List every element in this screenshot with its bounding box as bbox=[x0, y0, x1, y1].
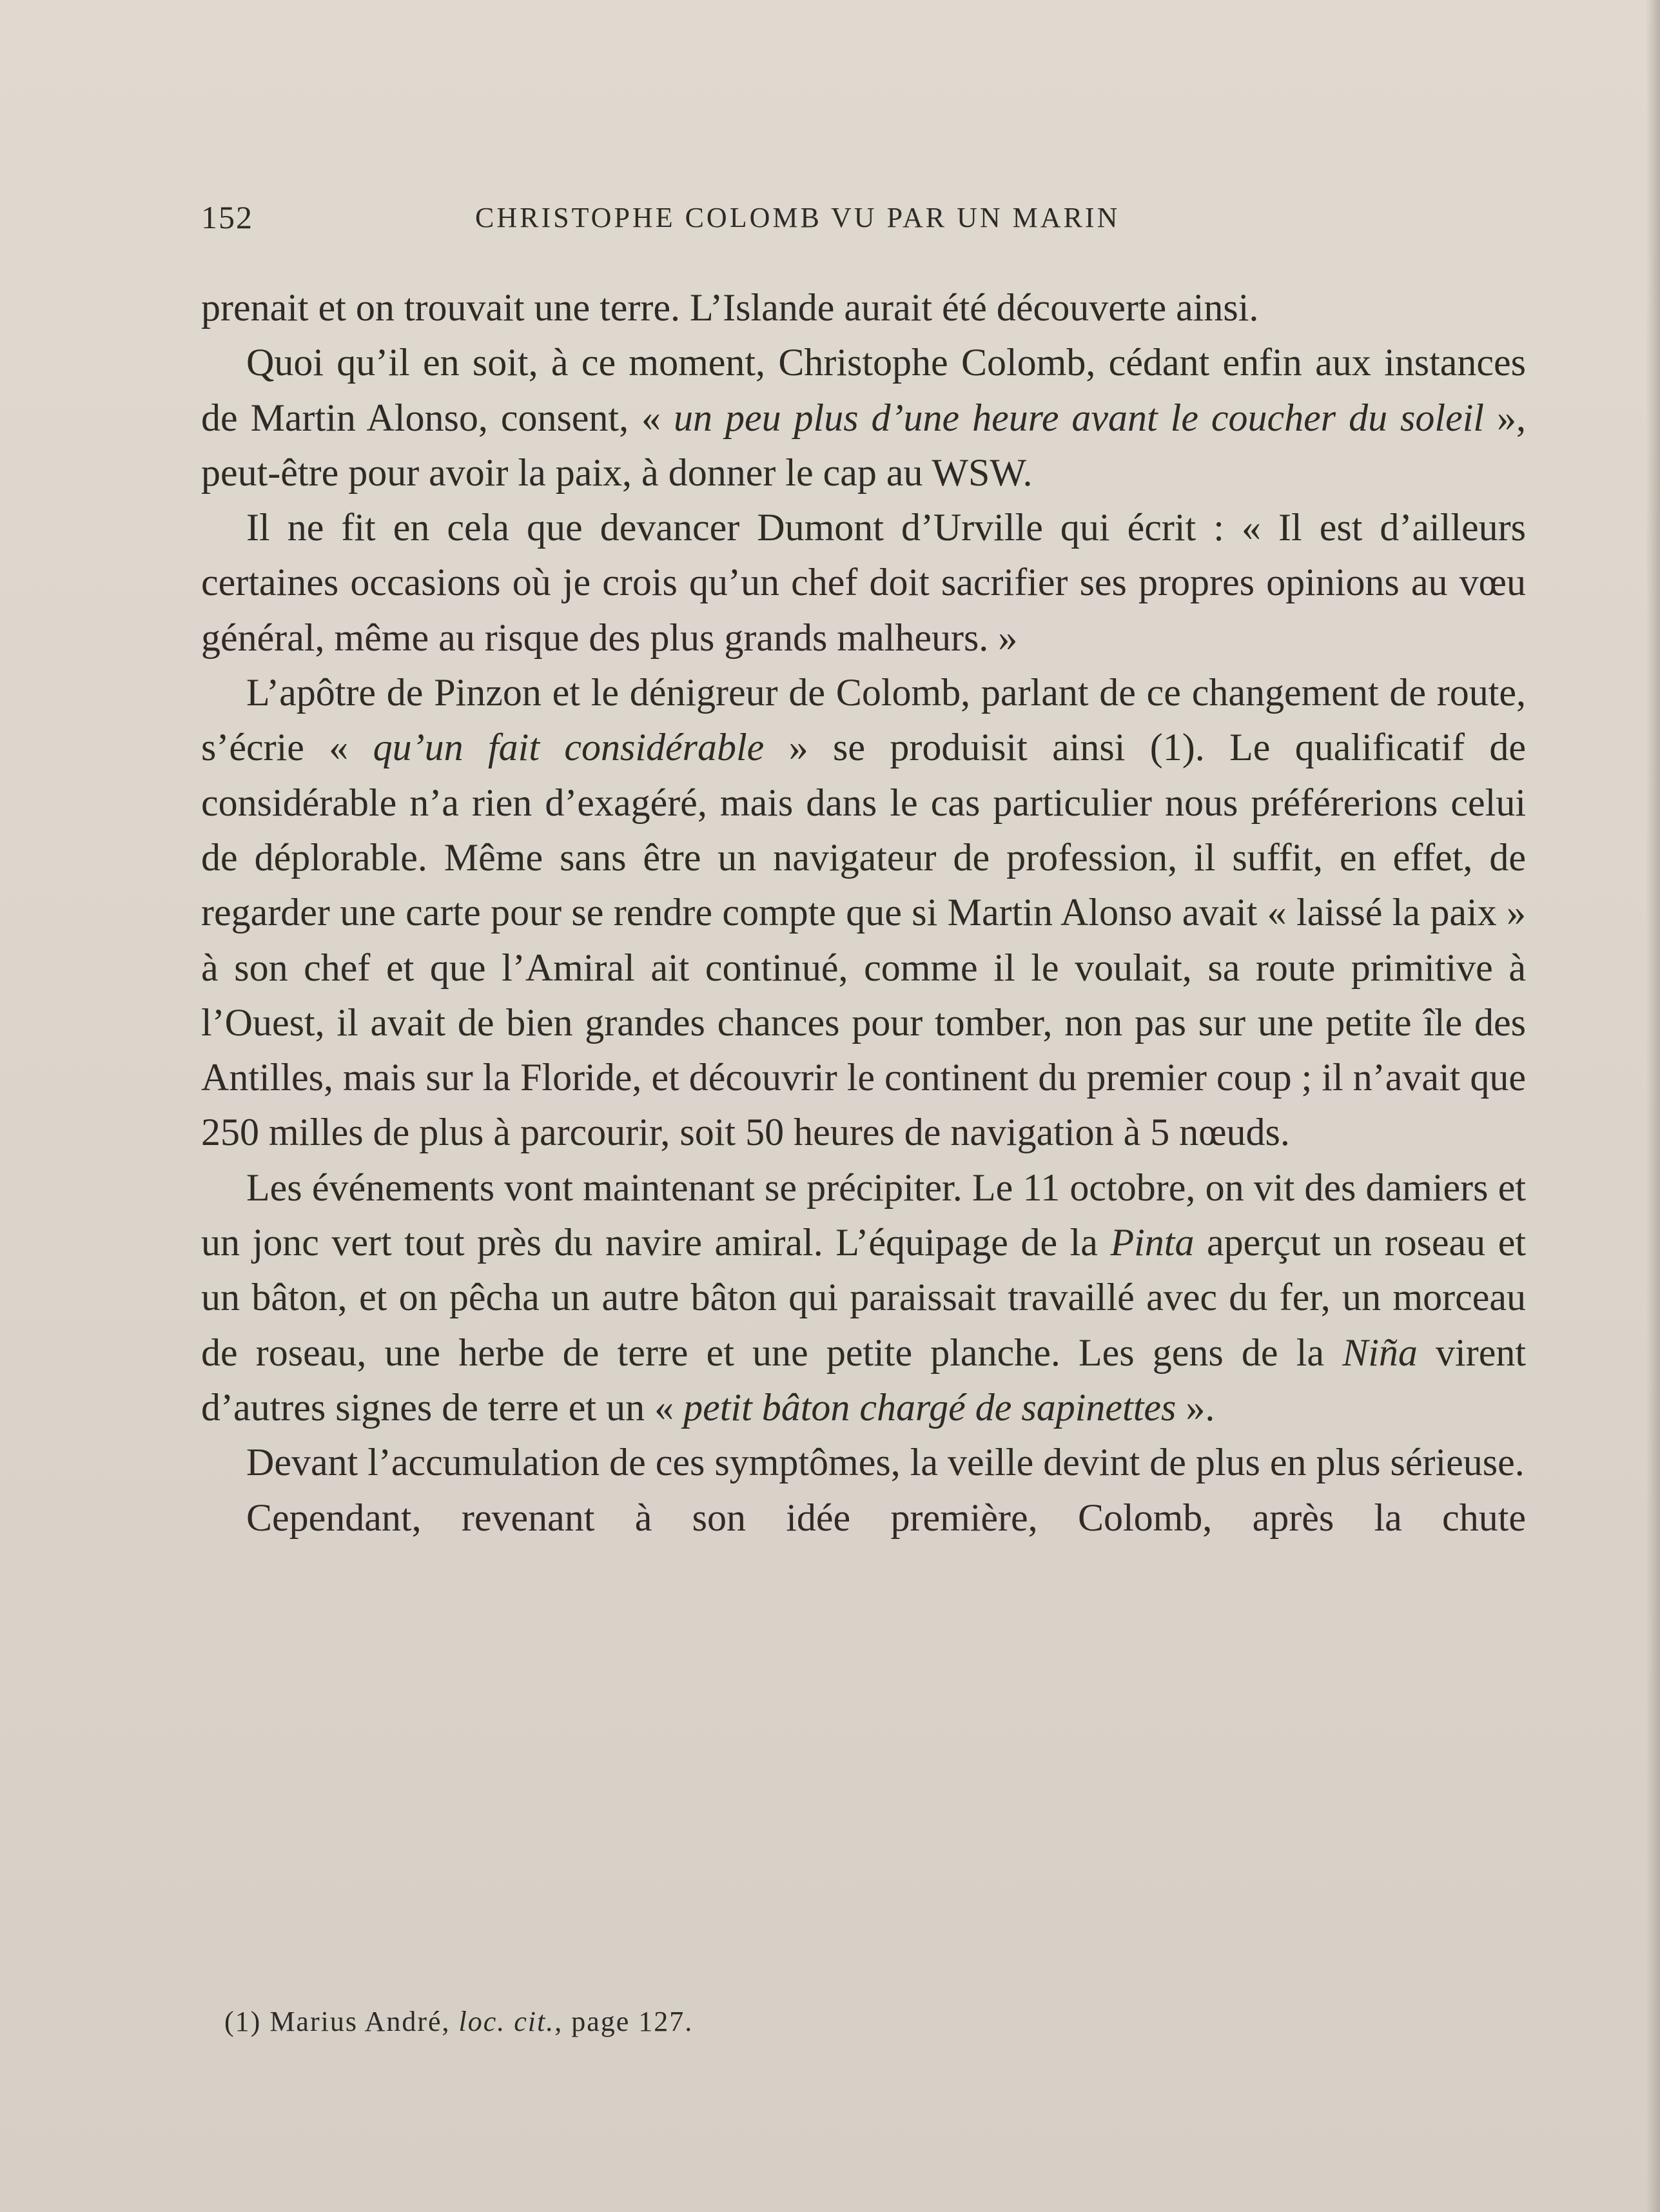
paragraph-text: Il ne fit en cela que devancer Dumont d’Urville qui écrit : « Il est d’ailleurs certaines occasions où je crois qu’un chef doit sacrifier ses propres opinions au vœu général, même au risque des plus grands malheurs. » bbox=[201, 506, 1526, 659]
paragraph-text: L’apôtre de Pinzon et le dénigreur de Colomb, parlant de ce changement de route, s’écrie « bbox=[201, 671, 1526, 769]
paragraph bbox=[201, 1160, 1526, 1435]
ship-name-pinta: Pinta bbox=[1110, 1221, 1195, 1264]
paragraph-text: Devant l’accumulation de ces symptômes, la veille devint de plus en plus sérieuse. bbox=[246, 1441, 1525, 1484]
italic-quote: petit bâton chargé de sapinettes bbox=[683, 1385, 1177, 1429]
footnote bbox=[224, 2005, 693, 2038]
paragraph bbox=[201, 500, 1526, 665]
ship-name-nina: Niña bbox=[1342, 1331, 1418, 1374]
paragraph-text: », peut-être pour avoir la paix, à donner le cap au WSW. bbox=[201, 396, 1526, 494]
page-number: 152 bbox=[201, 199, 253, 235]
italic-quote: un peu plus d’une heure avant le coucher du soleil bbox=[674, 396, 1485, 439]
paragraph-text: ». bbox=[1176, 1385, 1215, 1429]
paragraph-text: » se produisit ainsi (1). Le qualificatif de considérable n’a rien d’exagéré, mais dans le cas particulier nous préférerions celui de déplorable. Même sans être un navigateur de profession, il suffit, en effet, de regarder une carte pour se rendre compte que si Martin Alonso avait « laissé la paix » à son chef et que l’Amiral ait continué, comme il le voulait, sa route primitive à l’Ouest, il avait de bien grandes chances pour tomber, non pas sur une petite île des Antilles, mais sur la Floride, et découvrir le continent du premier coup ; il n’avait que 250 milles de plus à parcourir, soit 50 heures de navigation à 5 nœuds. bbox=[201, 726, 1527, 1154]
footnote-marker: (1) bbox=[224, 2006, 262, 2037]
running-head bbox=[201, 199, 1258, 237]
footnote-italic: loc. cit. bbox=[458, 2006, 555, 2037]
paragraph-text: virent d’autres signes de terre et un « bbox=[201, 1331, 1527, 1429]
paragraph bbox=[201, 280, 1526, 335]
paragraph-text: prenait et on trouvait une terre. L’Islande aurait été découverte ainsi. bbox=[201, 286, 1259, 329]
paragraph-text: Les événements vont maintenant se précipiter. Le 11 octobre, on vit des damiers et un jonc vert tout près du navire amiral. L’équipage de la bbox=[201, 1166, 1526, 1264]
paragraph bbox=[201, 665, 1526, 1160]
paragraph bbox=[201, 1435, 1526, 1490]
paragraph bbox=[201, 335, 1526, 500]
paragraph-text: aperçut un roseau et un bâton, et on pêcha un autre bâton qui paraissait travaillé avec du fer, un morceau de roseau, une herbe de terre et une petite planche. Les gens de la bbox=[201, 1221, 1526, 1374]
footnote-text: Marius André, bbox=[261, 2006, 459, 2037]
paragraph-text: Cependant, revenant à son idée première, Colomb, après la chute bbox=[246, 1496, 1526, 1539]
body-text bbox=[201, 280, 1526, 1545]
running-title: CHRISTOPHE COLOMB VU PAR UN MARIN bbox=[475, 202, 1120, 233]
page-edge-shadow bbox=[1646, 0, 1660, 2212]
italic-quote: qu’un fait considérable bbox=[373, 726, 765, 769]
paragraph bbox=[201, 1491, 1526, 1545]
footnote-text: , page 127. bbox=[554, 2006, 694, 2037]
paragraph-text: Quoi qu’il en soit, à ce moment, Christophe Colomb, cédant enfin aux instances de Martin Alonso, consent, « bbox=[201, 341, 1526, 439]
